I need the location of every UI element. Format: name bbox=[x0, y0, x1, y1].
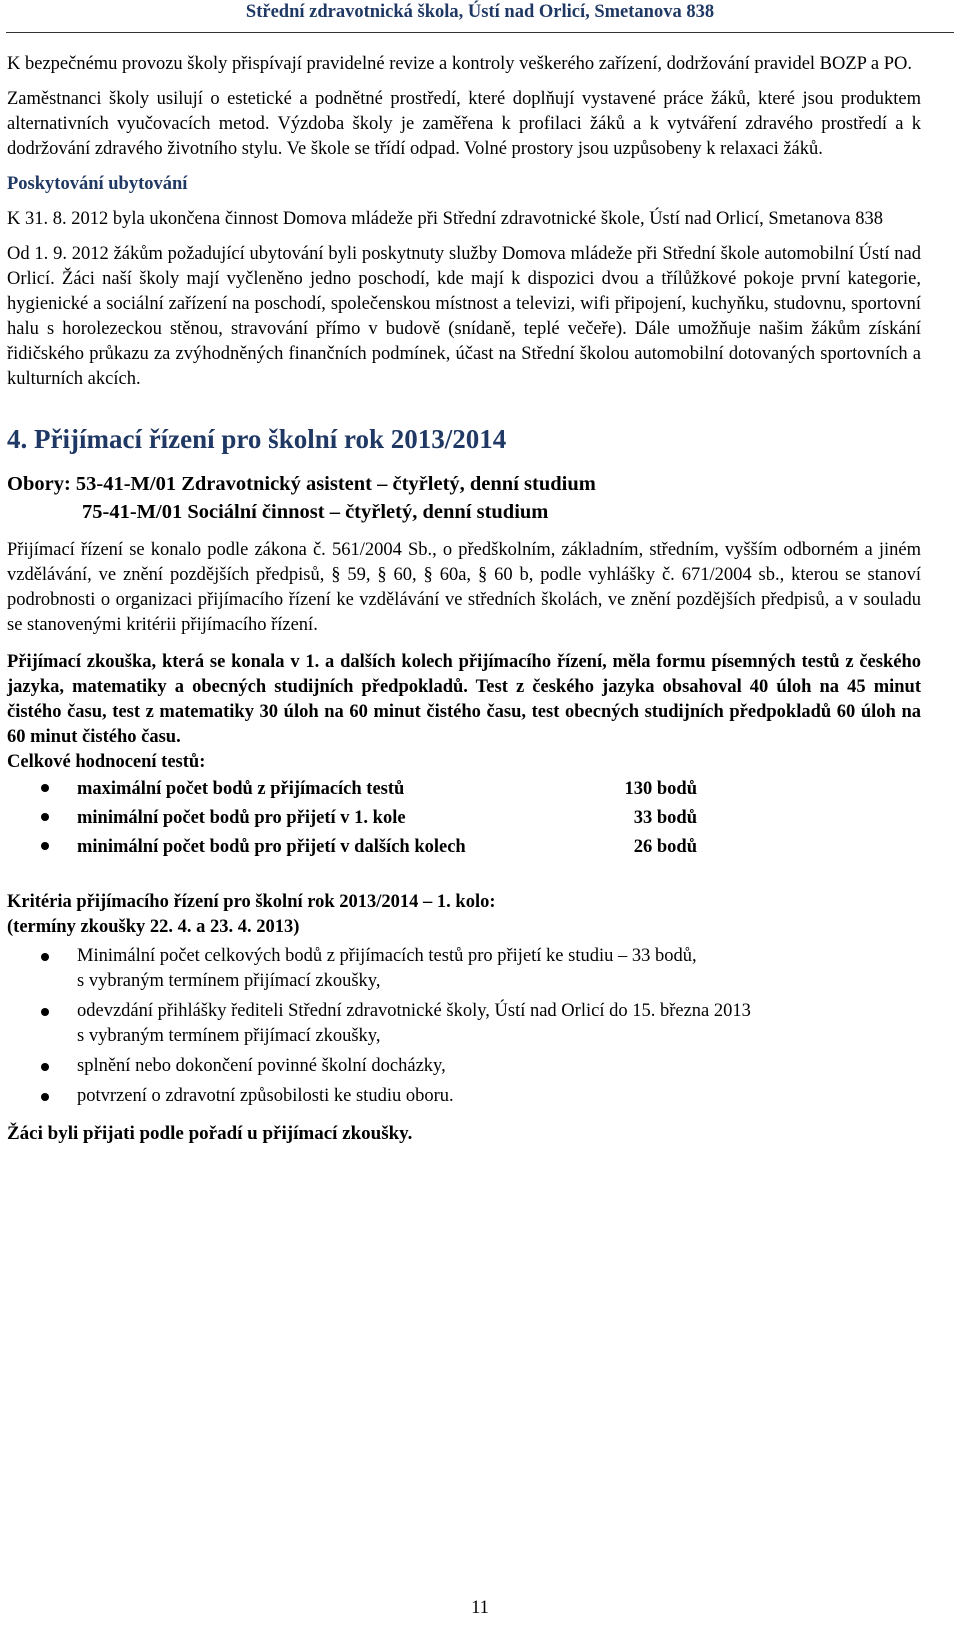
list-item bbox=[7, 1084, 921, 1109]
bullet-icon bbox=[41, 1093, 49, 1101]
study-field-2: 75-41-M/01 Sociální činnost – čtyřletý, denní studium bbox=[82, 501, 549, 523]
list-item bbox=[7, 944, 921, 994]
list-item bbox=[7, 775, 921, 804]
test-label: minimální počet bodů pro přijetí v 1. kole bbox=[77, 808, 406, 828]
accommodation-paragraph-1: K 31. 8. 2012 byla ukončena činnost Domova mládeže při Střední zdravotnické škole, Ústí nad Orlicí, Smetanova 838 bbox=[7, 209, 883, 229]
test-value: 26 bodů bbox=[633, 837, 697, 857]
test-label: maximální počet bodů z přijímacích testů bbox=[77, 779, 405, 799]
list-item bbox=[7, 1054, 921, 1079]
section-heading-accommodation: Poskytování ubytování bbox=[7, 174, 188, 194]
intro-paragraph-1: K bezpečnému provozu školy přispívají pravidelné revize a kontroly veškerého zařízení, dodržování pravidel BOZP a PO. bbox=[7, 54, 913, 74]
test-value: 33 bodů bbox=[633, 808, 697, 828]
closing-statement: Žáci byli přijati podle pořadí u přijímací zkoušky. bbox=[7, 1123, 413, 1144]
bullet-icon bbox=[41, 784, 49, 792]
list-item bbox=[7, 833, 921, 862]
test-value: 130 bodů bbox=[624, 779, 697, 799]
list-item bbox=[7, 999, 921, 1049]
section-heading-admissions: 4. Přijímací řízení pro školní rok 2013/2014 bbox=[7, 424, 507, 454]
legal-paragraph: Přijímací řízení se konalo podle zákona č. 561/2004 Sb., o předškolním, základním, středním, vyšším odborném a jiném vzdělávání, ve znění pozdějších předpisů, § 59, § 60, § 60a, § 60 b, podle vyhlášky č. 671/2004 sb., kterou se stanoví podrobnosti o organizaci přijímacího řízení ke vzdělávání ve středních školách, ve znění pozdějších předpisů, a v souladu se stanovenými kritérii přijímacího řízení. bbox=[7, 540, 921, 635]
criteria-dates: (termíny zkoušky 22. 4. a 23. 4. 2013) bbox=[7, 917, 300, 937]
accommodation-paragraph-2: Od 1. 9. 2012 žákům požadující ubytování byli poskytnuty služby Domova mládeže při Střední škole automobilní Ústí nad Orlicí. Žáci naší školy mají vyčleněno jedno poschodí, kde mají k dispozici dvou a třílůžkové pokoje první kategorie, hygienické a sociální zařízení na poschodí, společenskou místnost a televizi, wifi připojení, kuchyňku, studovnu, sportovní halu s horolezeckou stěnou, stravování přímo v budově (snídaně, teplé večeře). Dále umožňuje našim žákům získání řidičského průkazu za zvýhodněných finančních podmínek, účast na Střední školou automobilní dotovaných sportovních a kulturních akcích. bbox=[7, 244, 921, 389]
criterion-line: odevzdání přihlášky řediteli Střední zdravotnické školy, Ústí nad Orlicí do 15. března 2013 bbox=[77, 1001, 751, 1021]
header-rule bbox=[6, 32, 954, 33]
study-field-1: Obory: 53-41-M/01 Zdravotnický asistent – čtyřletý, denní studium bbox=[7, 473, 596, 495]
bullet-icon bbox=[41, 953, 49, 961]
criterion-line: Minimální počet celkových bodů z přijímacích testů pro přijetí ke studiu – 33 bodů, bbox=[77, 946, 697, 966]
page-number: 11 bbox=[471, 1598, 489, 1618]
page-header: Střední zdravotnická škola, Ústí nad Orlicí, Smetanova 838 bbox=[245, 2, 715, 22]
list-item bbox=[7, 804, 921, 833]
tests-list bbox=[7, 775, 921, 862]
evaluation-title: Celkové hodnocení testů: bbox=[7, 752, 206, 772]
test-label: minimální počet bodů pro přijetí v dalších kolech bbox=[77, 837, 466, 857]
intro-paragraph-2: Zaměstnanci školy usilují o estetické a podnětné prostředí, které doplňují vystavené práce žáků, které jsou produktem alternativních vyučovacích metod. Výzdoba školy je zaměřena k profilaci žáků a k vytváření zdravého prostředí a k dodržování zdravého životního stylu. Ve škole se třídí odpad. Volné prostory jsou uzpůsobeny k relaxaci žáků. bbox=[7, 89, 921, 159]
study-fields bbox=[7, 470, 921, 526]
criterion-line: potvrzení o zdravotní způsobilosti ke studiu oboru. bbox=[77, 1086, 454, 1106]
criteria-title: Kritéria přijímacího řízení pro školní rok 2013/2014 – 1. kolo: bbox=[7, 892, 496, 912]
bullet-icon bbox=[41, 813, 49, 821]
page-content bbox=[7, 40, 921, 1146]
criteria-list bbox=[7, 944, 921, 1109]
bullet-icon bbox=[41, 842, 49, 850]
criterion-line: s vybraným termínem přijímací zkoušky, bbox=[77, 971, 381, 991]
criterion-line: splnění nebo dokončení povinné školní docházky, bbox=[77, 1056, 446, 1076]
bullet-icon bbox=[41, 1063, 49, 1071]
exam-paragraph: Přijímací zkouška, která se konala v 1. a dalších kolech přijímacího řízení, měla formu písemných testů z českého jazyka, matematiky a obecných studijních předpokladů. Test z českého jazyka obsahoval 40 úloh na 45 minut čistého času, test z matematiky 30 úloh na 60 minut čistého času, test obecných studijních předpokladů 60 úloh na 60 minut čistého času. bbox=[7, 652, 921, 747]
bullet-icon bbox=[41, 1008, 49, 1016]
criterion-line: s vybraným termínem přijímací zkoušky, bbox=[77, 1026, 381, 1046]
